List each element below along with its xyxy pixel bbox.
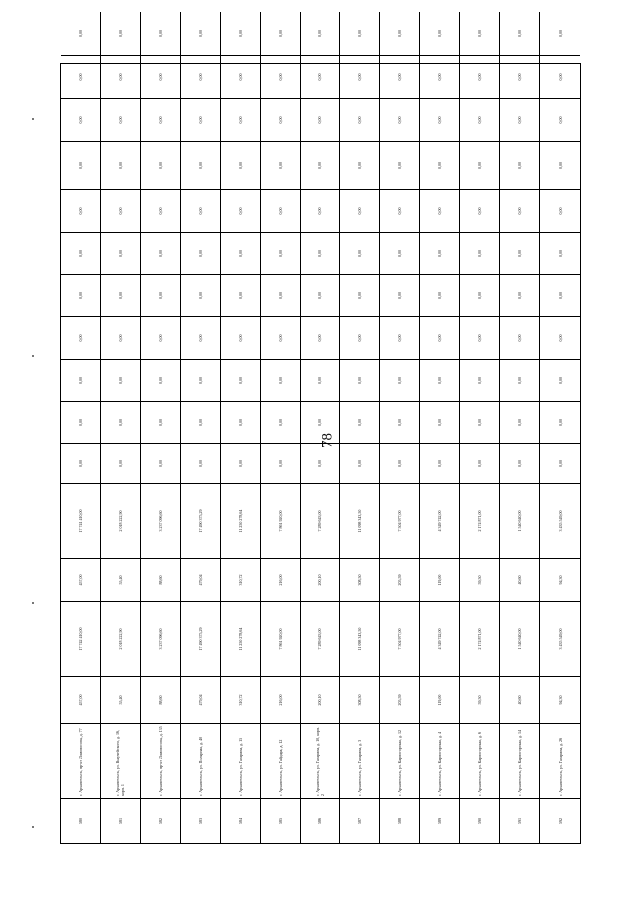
table-cell: 0,00: [340, 12, 380, 55]
table-cell: 0,00: [460, 98, 500, 141]
table-cell: 0,00: [221, 189, 261, 232]
address-cell: г. Архангельск, ул. Выучейского, д. 16, корп. 1: [101, 723, 141, 798]
table-cell: 0,00: [340, 98, 380, 141]
table-cell: 17 490 375,29: [181, 601, 221, 676]
table-cell: 40,60: [500, 676, 540, 723]
table-cell: 0,00: [101, 189, 141, 232]
table-cell: 0,00: [61, 189, 101, 232]
table-cell: 0,00: [101, 98, 141, 141]
table-cell: 0,00: [420, 443, 460, 483]
table-cell: 3 237 096,60: [141, 601, 181, 676]
table-cell: 0,00: [221, 274, 261, 316]
table-cell: 11 098 343,50: [340, 483, 380, 558]
table-cell: 0,00: [380, 274, 420, 316]
table-cell: 94,30: [540, 558, 580, 601]
table-cell: 0,00: [340, 232, 380, 274]
table-cell: 0,00: [221, 443, 261, 483]
table-cell: 0,00: [340, 443, 380, 483]
table-cell: 0,00: [500, 189, 540, 232]
table-cell: 88,60: [141, 676, 181, 723]
table-cell: 2 018 222,90: [101, 483, 141, 558]
table-cell: 0,00: [101, 316, 141, 359]
table-cell: 0,00: [540, 401, 580, 443]
table-cell: 0,00: [340, 359, 380, 401]
table-cell: 0,00: [101, 55, 141, 98]
table-cell: 0,00: [540, 443, 580, 483]
table-cell: 0,00: [301, 443, 341, 483]
table-cell: 0,00: [261, 401, 301, 443]
row-number-cell: 589: [420, 798, 460, 843]
table-cell: 94,30: [540, 676, 580, 723]
table-cell: 0,00: [221, 141, 261, 189]
table-cell: 7 504 977,00: [380, 483, 420, 558]
table-cell: 0,00: [540, 55, 580, 98]
table-cell: 308,50: [340, 558, 380, 601]
table-cell: 0,00: [540, 232, 580, 274]
table-cell: 0,00: [380, 189, 420, 232]
scan-dot: [32, 826, 34, 828]
table-cell: 0,00: [301, 55, 341, 98]
table-cell: 200,10: [301, 676, 341, 723]
table-cell: 0,00: [181, 316, 221, 359]
table-cell: 59,50: [460, 676, 500, 723]
table-cell: 1 540 640,00: [500, 483, 540, 558]
table-cell: 0,00: [61, 316, 101, 359]
row-number-cell: 587: [340, 798, 380, 843]
table-cell: 17 741 410,00: [61, 483, 101, 558]
table-cell: 0,00: [261, 359, 301, 401]
table-cell: 0,00: [380, 401, 420, 443]
scan-dot: [32, 118, 34, 120]
scan-dot: [32, 355, 34, 357]
table-cell: 0,00: [340, 141, 380, 189]
table-cell: 0,00: [141, 189, 181, 232]
table-cell: 0,00: [301, 232, 341, 274]
table-cell: 7 861 920,00: [261, 601, 301, 676]
table-cell: 0,00: [101, 401, 141, 443]
table-cell: 0,00: [181, 98, 221, 141]
table-cell: 0,00: [221, 316, 261, 359]
table-cell: 0,00: [261, 274, 301, 316]
table-cell: 0,00: [460, 141, 500, 189]
table-cell: 0,00: [61, 55, 101, 98]
scan-dot: [32, 602, 34, 604]
address-cell: г. Архангельск, пр-кт Ломоносова, д. 77: [61, 723, 101, 798]
table-cell: 0,00: [340, 55, 380, 98]
table-cell: 0,00: [221, 232, 261, 274]
row-number-cell: 586: [301, 798, 341, 843]
address-cell: г. Архангельск, ул. Карпогорская, д. 14: [500, 723, 540, 798]
table-cell: 457,00: [61, 558, 101, 601]
table-cell: 0,00: [500, 443, 540, 483]
table-cell: 0,00: [460, 401, 500, 443]
table-cell: 0,00: [101, 12, 141, 55]
table-cell: 0,00: [460, 189, 500, 232]
table-cell: 0,00: [61, 401, 101, 443]
table-cell: 0,00: [540, 316, 580, 359]
table-cell: 0,00: [141, 274, 181, 316]
table-cell: 0,00: [380, 12, 420, 55]
table-cell: 0,00: [500, 12, 540, 55]
address-cell: г. Архангельск, пр-кт Ломоносова, д. 135: [141, 723, 181, 798]
table-cell: 88,60: [141, 558, 181, 601]
table-cell: 2 018 222,90: [101, 601, 141, 676]
table-cell: 0,00: [540, 359, 580, 401]
row-number-cell: 585: [261, 798, 301, 843]
table-cell: 0,00: [61, 232, 101, 274]
table-cell: 0,00: [460, 274, 500, 316]
table-cell: 55,40: [101, 676, 141, 723]
table-cell: 0,00: [420, 316, 460, 359]
table-cell: 0,00: [420, 359, 460, 401]
table-cell: 0,00: [301, 12, 341, 55]
table-cell: 0,00: [181, 359, 221, 401]
table-cell: 0,00: [340, 401, 380, 443]
table-cell: 0,00: [301, 316, 341, 359]
table-cell: 0,00: [181, 274, 221, 316]
table-cell: 0,00: [61, 12, 101, 55]
table-cell: 0,00: [301, 98, 341, 141]
table-cell: 0,00: [261, 232, 301, 274]
table-cell: 216,00: [261, 676, 301, 723]
table-cell: 0,00: [221, 98, 261, 141]
row-number-cell: 581: [101, 798, 141, 843]
table-cell: 0,00: [301, 359, 341, 401]
table-cell: 457,00: [61, 676, 101, 723]
table-cell: 0,00: [460, 232, 500, 274]
table-cell: 2 174 871,00: [460, 601, 500, 676]
table-cell: 0,00: [540, 274, 580, 316]
table-cell: 0,00: [460, 316, 500, 359]
table-cell: 308,50: [340, 676, 380, 723]
table-cell: 0,00: [540, 189, 580, 232]
table-cell: 0,00: [261, 316, 301, 359]
table-cell: 11 250 278,64: [221, 483, 261, 558]
table-cell: 0,00: [460, 443, 500, 483]
row-number-cell: 592: [540, 798, 580, 843]
table-cell: 0,00: [460, 12, 500, 55]
row-number-cell: 580: [61, 798, 101, 843]
table-cell: 119,00: [420, 676, 460, 723]
table-cell: 0,00: [141, 316, 181, 359]
table-cell: 0,00: [420, 232, 460, 274]
row-number-cell: 582: [141, 798, 181, 843]
table-cell: 0,00: [61, 359, 101, 401]
page-number: 78: [319, 433, 336, 448]
table-cell: 0,00: [261, 189, 301, 232]
table-cell: 0,00: [340, 274, 380, 316]
table-cell: 205,59: [380, 676, 420, 723]
table-cell: 0,00: [181, 443, 221, 483]
table-cell: 0,00: [261, 141, 301, 189]
table-cell: 3 435 549,00: [540, 601, 580, 676]
row-number-cell: 588: [380, 798, 420, 843]
address-cell: г. Архангельск, ул. Гагарина, д. 10, корп. 2: [301, 723, 341, 798]
table-cell: 0,00: [500, 401, 540, 443]
table-cell: 0,00: [301, 141, 341, 189]
table-cell: 59,50: [460, 558, 500, 601]
table-cell: 0,00: [141, 443, 181, 483]
table-cell: 17 742 410,00: [61, 601, 101, 676]
table-cell: 0,00: [500, 141, 540, 189]
table-cell: 0,00: [301, 189, 341, 232]
table-cell: 0,00: [101, 232, 141, 274]
table-cell: 1 540 640,00: [500, 601, 540, 676]
table-cell: 11 098 343,50: [340, 601, 380, 676]
table-cell: 0,00: [61, 443, 101, 483]
table-cell: 0,00: [221, 12, 261, 55]
table-cell: 205,59: [380, 558, 420, 601]
row-number-cell: 590: [460, 798, 500, 843]
table-cell: 0,00: [181, 232, 221, 274]
address-cell: г. Архангельск, ул. Карпогорская, д. 12: [380, 723, 420, 798]
table-cell: 0,00: [141, 401, 181, 443]
table-cell: 0,00: [181, 55, 221, 98]
table-cell: 0,00: [181, 401, 221, 443]
table-cell: 0,00: [380, 443, 420, 483]
address-cell: г. Архангельск, ул. Карпогорская, д. 6: [460, 723, 500, 798]
table-cell: 0,00: [141, 232, 181, 274]
table-cell: 0,00: [420, 274, 460, 316]
table-cell: 3 237 096,60: [141, 483, 181, 558]
table-cell: 7 861 920,00: [261, 483, 301, 558]
table-cell: 0,00: [460, 359, 500, 401]
table-cell: 0,00: [380, 141, 420, 189]
table-cell: 0,00: [101, 141, 141, 189]
table-cell: 0,00: [221, 401, 261, 443]
table-cell: 479,04: [181, 676, 221, 723]
table-cell: 0,00: [540, 98, 580, 141]
table-cell: 0,00: [141, 359, 181, 401]
table-cell: 0,00: [420, 98, 460, 141]
table-cell: 0,00: [420, 12, 460, 55]
address-cell: г. Архангельск, ул. Полярная, д. 40: [181, 723, 221, 798]
table-cell: 0,00: [141, 12, 181, 55]
table-cell: 0,00: [261, 98, 301, 141]
table-cell: 0,00: [101, 274, 141, 316]
table-cell: 0,00: [181, 189, 221, 232]
table-cell: 0,00: [141, 98, 181, 141]
table-cell: 0,00: [181, 12, 221, 55]
table-cell: 7 289 643,00: [301, 601, 341, 676]
rotated-table-container: [60, 30, 581, 844]
table-cell: 0,00: [500, 274, 540, 316]
row-number-cell: 591: [500, 798, 540, 843]
table-cell: 0,00: [301, 401, 341, 443]
address-cell: г. Архангельск, ул. Гагарина, д. 26: [540, 723, 580, 798]
row-number-cell: 583: [181, 798, 221, 843]
table-cell: 0,00: [420, 141, 460, 189]
table-cell: 3 435 549,00: [540, 483, 580, 558]
table-cell: 0,00: [340, 316, 380, 359]
table-cell: 0,00: [460, 55, 500, 98]
table-cell: 0,00: [380, 316, 420, 359]
table-cell: 0,00: [500, 359, 540, 401]
data-table: [60, 30, 581, 844]
table-cell: 0,00: [340, 189, 380, 232]
table-cell: 11 250 278,64: [221, 601, 261, 676]
table-cell: 310,72: [221, 558, 261, 601]
table-cell: 4 349 742,00: [420, 483, 460, 558]
table-cell: 17 490 375,29: [181, 483, 221, 558]
table-cell: 0,00: [380, 55, 420, 98]
table-cell: 310,72: [221, 676, 261, 723]
table-cell: 0,00: [101, 443, 141, 483]
table-cell: 2 174 871,00: [460, 483, 500, 558]
address-cell: г. Архангельск, ул. Гайдара, д. 12: [261, 723, 301, 798]
table-cell: 200,10: [301, 558, 341, 601]
row-number-cell: 584: [221, 798, 261, 843]
table-cell: 0,00: [500, 316, 540, 359]
table-cell: 479,04: [181, 558, 221, 601]
table-cell: 119,00: [420, 558, 460, 601]
address-cell: г. Архангельск, ул. Карпогорская, д. 4: [420, 723, 460, 798]
table-cell: 0,00: [420, 55, 460, 98]
table-cell: 7 289 643,00: [301, 483, 341, 558]
table-cell: 0,00: [61, 98, 101, 141]
table-cell: 0,00: [500, 232, 540, 274]
table-cell: 0,00: [261, 443, 301, 483]
table-cell: 40,60: [500, 558, 540, 601]
table-cell: 0,00: [380, 232, 420, 274]
table-cell: 0,00: [221, 359, 261, 401]
table-cell: 0,00: [557, 30, 563, 37]
table-cell: 0,00: [221, 55, 261, 98]
table-cell: 0,00: [101, 359, 141, 401]
address-cell: г. Архангельск, ул. Гагарина, д. 3: [340, 723, 380, 798]
table-cell: 0,00: [61, 141, 101, 189]
table-cell: 0,00: [500, 55, 540, 98]
table-cell: 0,00: [540, 141, 580, 189]
table-cell: 0,00: [141, 141, 181, 189]
table-cell: 0,00: [380, 98, 420, 141]
address-cell: г. Архангельск, ул. Гагарина, д. 15: [221, 723, 261, 798]
table-cell: 4 349 742,00: [420, 601, 460, 676]
table-cell: 0,00: [141, 55, 181, 98]
table-cell: 55,40: [101, 558, 141, 601]
table-cell: 0,00: [380, 359, 420, 401]
table-cell: 216,00: [261, 558, 301, 601]
table-cell: 7 504 977,00: [380, 601, 420, 676]
table-cell: 0,00: [181, 141, 221, 189]
table-cell: 0,00: [420, 401, 460, 443]
table-cell: 0,00: [301, 274, 341, 316]
table-cell: 0,00: [61, 274, 101, 316]
table-cell: 0,00: [261, 12, 301, 55]
table-cell: 0,00: [420, 189, 460, 232]
table-cell: 0,00: [500, 98, 540, 141]
table-cell: 0,00: [261, 55, 301, 98]
